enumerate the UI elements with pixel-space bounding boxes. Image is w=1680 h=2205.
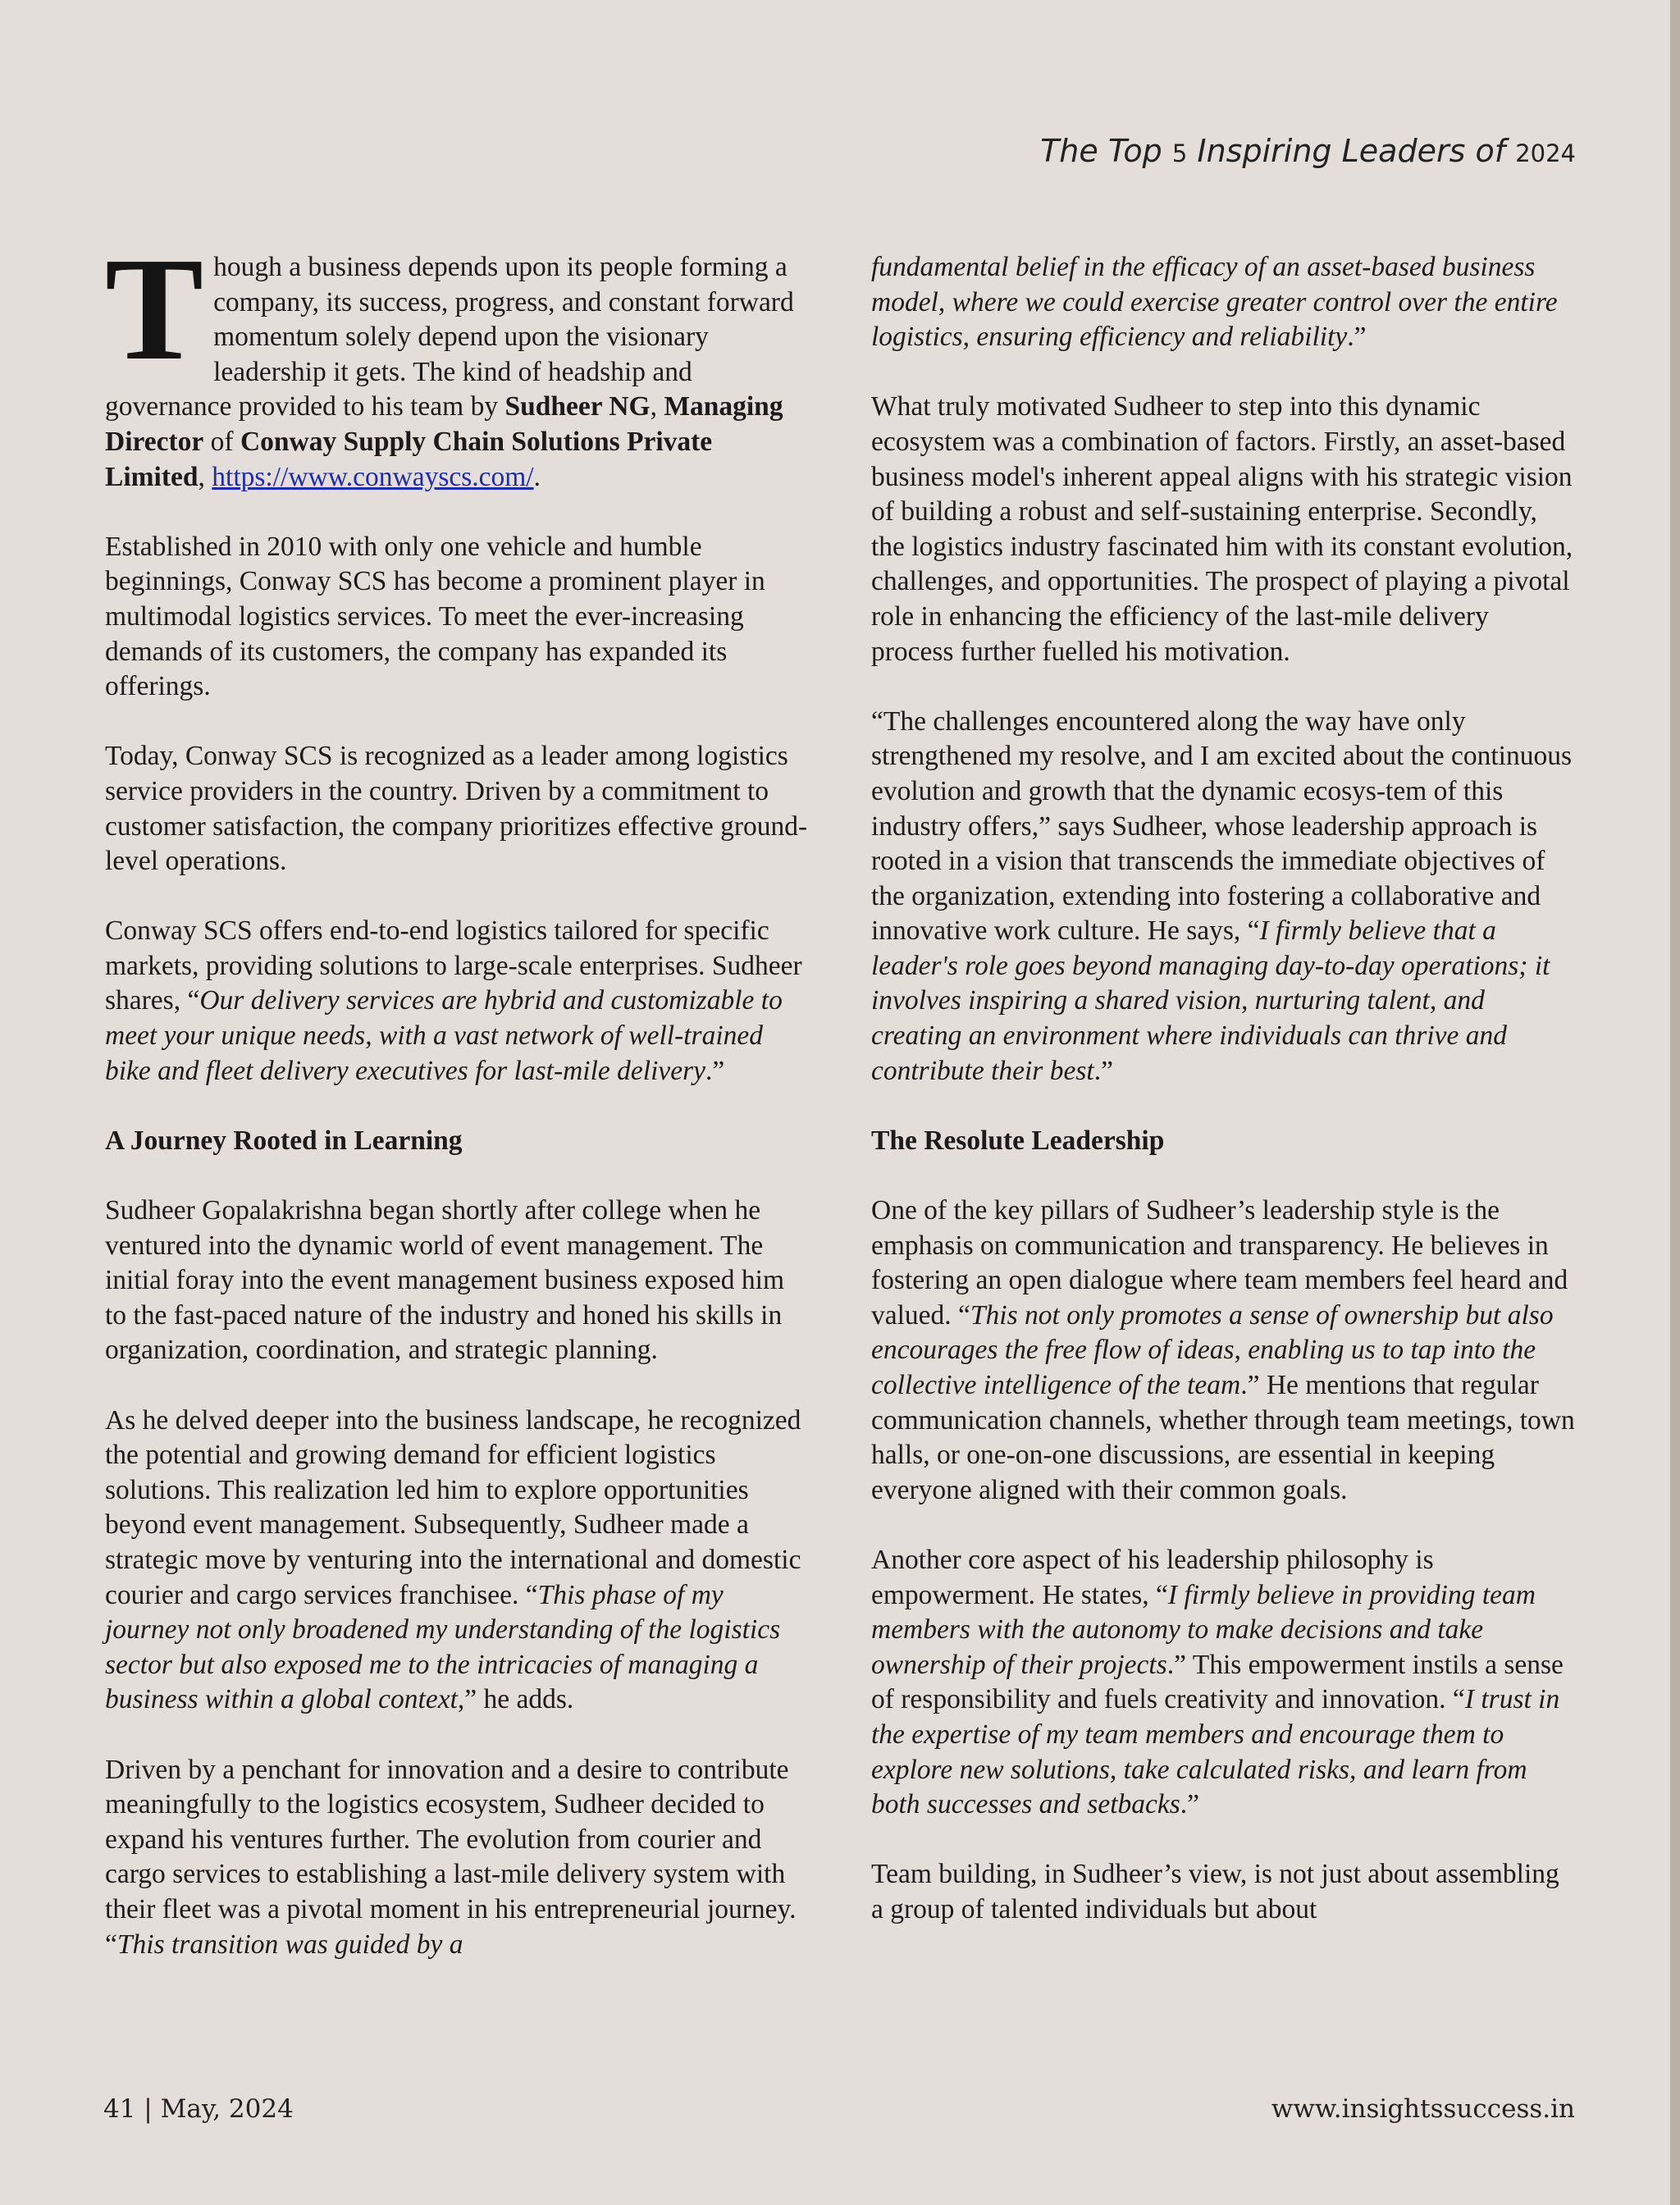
paragraph-empowerment xyxy=(871,1543,1577,1823)
company-website-link[interactable]: https://www.conwayscs.com/ xyxy=(212,461,534,492)
running-header xyxy=(1040,133,1576,171)
paragraph-motivated: What truly motivated Sudheer to step into this dynamic ecosystem was a combination of factors. Firstly, an asset-based business model's inherent appeal aligns with his strategic vision of building a robust and self-sustaining enterprise. Secondly, the logistics industry fascinated him with its constant evolution, challenges, and opportunities. The prospect of playing a pivotal role in enhancing the efficiency of the last-mile delivery process further fuelled his motivation. xyxy=(871,391,1573,667)
offers-close: .” xyxy=(705,1055,725,1086)
intro-separator-2: , xyxy=(198,461,212,492)
intro-period: . xyxy=(533,461,541,492)
paragraph-team-building: Team building, in Sudheer’s view, is not just about assembling a group of talented individuals but about xyxy=(871,1859,1559,1924)
empowerment-close: .” xyxy=(1180,1789,1200,1820)
empowerment-text: Another core aspect of his leadership philosophy is empowerment. He states, “ xyxy=(871,1544,1434,1610)
delved-close: ,” he adds. xyxy=(457,1684,574,1715)
belief-quote: fundamental belief in the efficacy of an asset-based business model, where we could exercise greater control over the entire logistics, ensuring efficiency and reliability xyxy=(871,252,1558,353)
drop-cap: T xyxy=(105,227,204,390)
intro-separator: , xyxy=(650,391,664,422)
left-column xyxy=(105,227,812,1997)
footer-website: www.insightssuccess.in xyxy=(1271,2094,1575,2124)
intro-paragraph xyxy=(105,227,812,495)
paragraph-belief xyxy=(871,250,1577,355)
section-heading-journey: A Journey Rooted in Learning xyxy=(105,1125,463,1156)
header-number: 5 xyxy=(1171,139,1188,167)
paragraph-pillars xyxy=(871,1194,1577,1508)
challenges-close: .” xyxy=(1093,1055,1113,1086)
pillars-text: One of the key pillars of Sudheer’s leadership style is the emphasis on communication and transparency. He believes in fostering an open dialogue where team members feel heard and valued. “ xyxy=(871,1195,1568,1331)
intro-text: hough a business depends upon its people forming a company, its success, progress, and constant forward momentum solely depend upon the visionary leadership it gets. The kind of headship and governance provided to his team by xyxy=(105,252,794,422)
footer-page-date: 41 | May, 2024 xyxy=(103,2094,294,2124)
paragraph-offers xyxy=(105,914,812,1089)
empowerment-middle: .” This empowerment instils a sense of responsibility and fuels creativity and innovation. “ xyxy=(871,1649,1564,1715)
offers-text: Conway SCS offers end-to-end logistics tailored for specific markets, providing solutions to large-scale enterprises. Sudheer shares, “ xyxy=(105,915,802,1016)
intro-of: of xyxy=(203,426,240,457)
header-text-start: The Top xyxy=(1040,133,1162,169)
delved-text: As he delved deeper into the business landscape, he recognized the potential and growing demand for efficient logistics solutions. This realization led him to explore opportunities beyond event management. Subsequently, Sudheer made a strategic move by venturing into the international and domestic courier and cargo services franchisee. “ xyxy=(105,1404,801,1610)
empowerment-quote-2: I trust in the expertise of my team members and encourage them to explore new solutions, take calculated risks, and learn from both successes and setbacks xyxy=(871,1684,1560,1820)
header-year: 2024 xyxy=(1515,139,1576,167)
paragraph-today: Today, Conway SCS is recognized as a leader among logistics service providers in the country. Driven by a commitment to customer satisfaction, the company prioritizes effective ground-level operations. xyxy=(105,741,808,877)
pillars-close: .” He mentions that regular communication channels, whether through team meetings, town halls, or one-on-one discussions, are essential in keeping everyone aligned with their common goals. xyxy=(871,1370,1575,1505)
section-heading-leadership: The Resolute Leadership xyxy=(871,1125,1165,1156)
belief-close: .” xyxy=(1347,322,1367,353)
leader-name: Sudheer NG xyxy=(504,391,651,422)
paragraph-began: Sudheer Gopalakrishna began shortly after college when he ventured into the dynamic world of event management. The initial foray into the event management business exposed him to the fast-paced nature of the industry and honed his skills in organization, coordination, and strategic planning. xyxy=(105,1195,784,1366)
delved-quote: This phase of my journey not only broadened my understanding of the logistics sector but also exposed me to the intricacies of managing a business within a global context xyxy=(105,1579,781,1715)
empowerment-quote-1: I firmly believe in providing team members with the autonomy to make decisions and take ownership of their projects xyxy=(871,1579,1536,1680)
paragraph-delved xyxy=(105,1404,812,1718)
paragraph-driven xyxy=(105,1753,812,1963)
driven-text: Driven by a penchant for innovation and a desire to contribute meaningfully to the logistics ecosystem, Sudheer decided to expand his ventures further. The evolution from courier and cargo services to establishing a last-mile delivery system with their fleet was a pivotal moment in his entrepreneurial journey. “ xyxy=(105,1754,797,1960)
leader-title: Managing Director xyxy=(105,391,783,457)
right-column xyxy=(871,250,1577,1962)
page-edge xyxy=(1670,0,1680,2205)
pillars-quote: This not only promotes a sense of ownership but also encourages the free flow of ideas, enabling us to tap into the collective intelligence of the team xyxy=(871,1299,1554,1400)
paragraph-challenges xyxy=(871,705,1577,1089)
offers-quote: Our delivery services are hybrid and customizable to meet your unique needs, with a vast network of well-trained bike and fleet delivery executives for last-mile delivery xyxy=(105,985,783,1086)
paragraph-established: Established in 2010 with only one vehicle and humble beginnings, Conway SCS has become a prominent player in multimodal logistics services. To meet the ever-increasing demands of its customers, the company has expanded its offerings. xyxy=(105,531,765,702)
driven-quote: This transition was guided by a xyxy=(116,1929,463,1960)
challenges-quote: I firmly believe that a leader's role goes beyond managing day-to-day operations; it involves inspiring a shared vision, nurturing talent, and creating an environment where individuals can thrive and contribute their best xyxy=(871,915,1550,1086)
company-name: Conway Supply Chain Solutions Private Limited xyxy=(105,426,713,492)
challenges-text: “The challenges encountered along the way have only strengthened my resolve, and I am excited about the continuous evolution and growth that the dynamic ecosys-tem of this industry offers,” says Sudheer, whose leadership approach is rooted in a vision that transcends the immediate objectives of the organization, extending into fostering a collaborative and innovative work culture. He says, “ xyxy=(871,705,1573,947)
header-text-middle: Inspiring Leaders of xyxy=(1197,133,1506,169)
